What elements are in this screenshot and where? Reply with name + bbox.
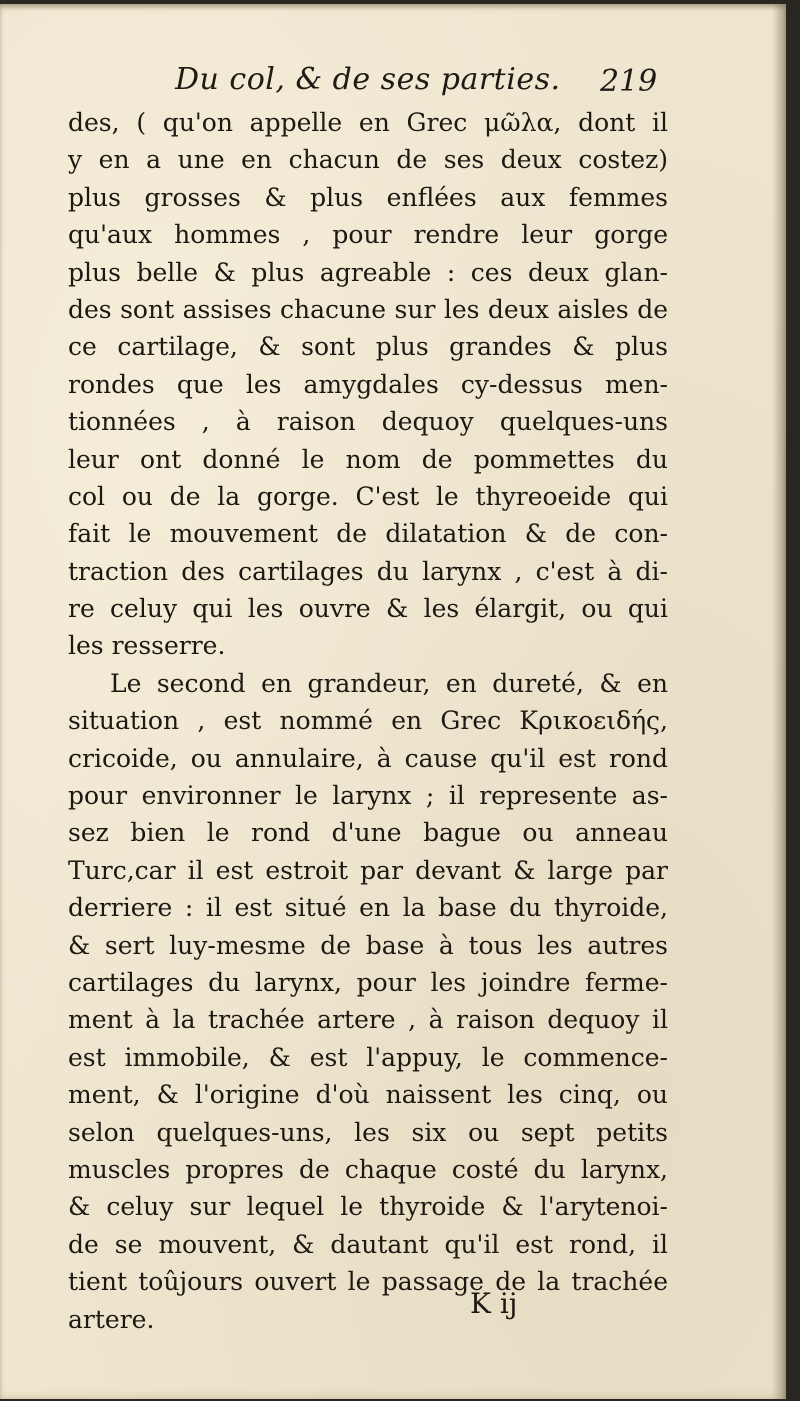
text-line: des sont assises chacune sur les deux aisles de: [68, 294, 668, 324]
text-line: & sert luy-mesme de base à tous les autres: [68, 930, 668, 960]
text-line: re celuy qui les ouvre & les élargit, ou qui: [68, 594, 668, 624]
page-header: [0, 62, 786, 102]
text-line: sez bien le rond d'une bague ou anneau: [68, 818, 668, 848]
text-line: qu'aux hommes , pour rendre leur gorge: [68, 220, 668, 250]
text-line: tient toûjours ouvert le passage de la trachée: [68, 1267, 668, 1297]
text-line: selon quelques-uns, les six ou sept petits: [68, 1117, 668, 1147]
text-line: plus grosses & plus enflées aux femmes: [68, 182, 668, 212]
text-line: & celuy sur lequel le thyroide & l'arytenoi-: [68, 1192, 668, 1222]
text-line: leur ont donné le nom de pommettes du: [68, 444, 668, 474]
running-title: Du col, & de ses parties.: [175, 62, 561, 97]
text-line: Turc,car il est estroit par devant & large par: [68, 855, 668, 885]
text-line: artere.: [68, 1304, 155, 1334]
text-line: traction des cartilages du larynx , c'est à di-: [68, 556, 668, 586]
body-text: [68, 104, 668, 1338]
page-number: 219: [600, 64, 658, 99]
page-gutter-shadow: [772, 4, 786, 1399]
text-line: est immobile, & est l'appuy, le commence-: [68, 1042, 668, 1072]
text-line: ment, & l'origine d'où naissent les cinq, ou: [68, 1080, 668, 1110]
signature-mark: K ij: [470, 1287, 518, 1320]
text-line: fait le mouvement de dilatation & de con-: [68, 519, 668, 549]
text-line: ce cartilage, & sont plus grandes & plus: [68, 332, 668, 362]
text-line: les resserre.: [68, 631, 226, 661]
text-line: cricoide, ou annulaire, à cause qu'il est rond: [68, 743, 668, 773]
text-line: cartilages du larynx, pour les joindre ferme-: [68, 967, 668, 997]
text-line: situation , est nommé en Grec Κρικοειδής,: [68, 706, 668, 736]
text-line: de se mouvent, & dautant qu'il est rond, il: [68, 1229, 668, 1259]
text-line: col ou de la gorge. C'est le thyreoeide qui: [68, 481, 668, 511]
text-line: tionnées , à raison dequoy quelques-uns: [68, 407, 668, 437]
text-line: des, ( qu'on appelle en Grec μῶλα, dont il: [68, 108, 668, 137]
text-line: muscles propres de chaque costé du larynx,: [68, 1154, 668, 1184]
text-line: ment à la trachée artere , à raison dequoy il: [68, 1005, 668, 1035]
text-line: rondes que les amygdales cy-dessus men-: [68, 369, 668, 399]
text-line: derriere : il est situé en la base du thyroide,: [68, 893, 668, 923]
paragraph-first-line: Le second en grandeur, en dureté, & en: [110, 668, 668, 698]
text-line: plus belle & plus agreable : ces deux glan-: [68, 257, 668, 287]
text-line: pour environner le larynx ; il represente as-: [68, 781, 668, 811]
book-page: [0, 4, 786, 1399]
text-line: y en a une en chacun de ses deux costez): [68, 145, 668, 175]
